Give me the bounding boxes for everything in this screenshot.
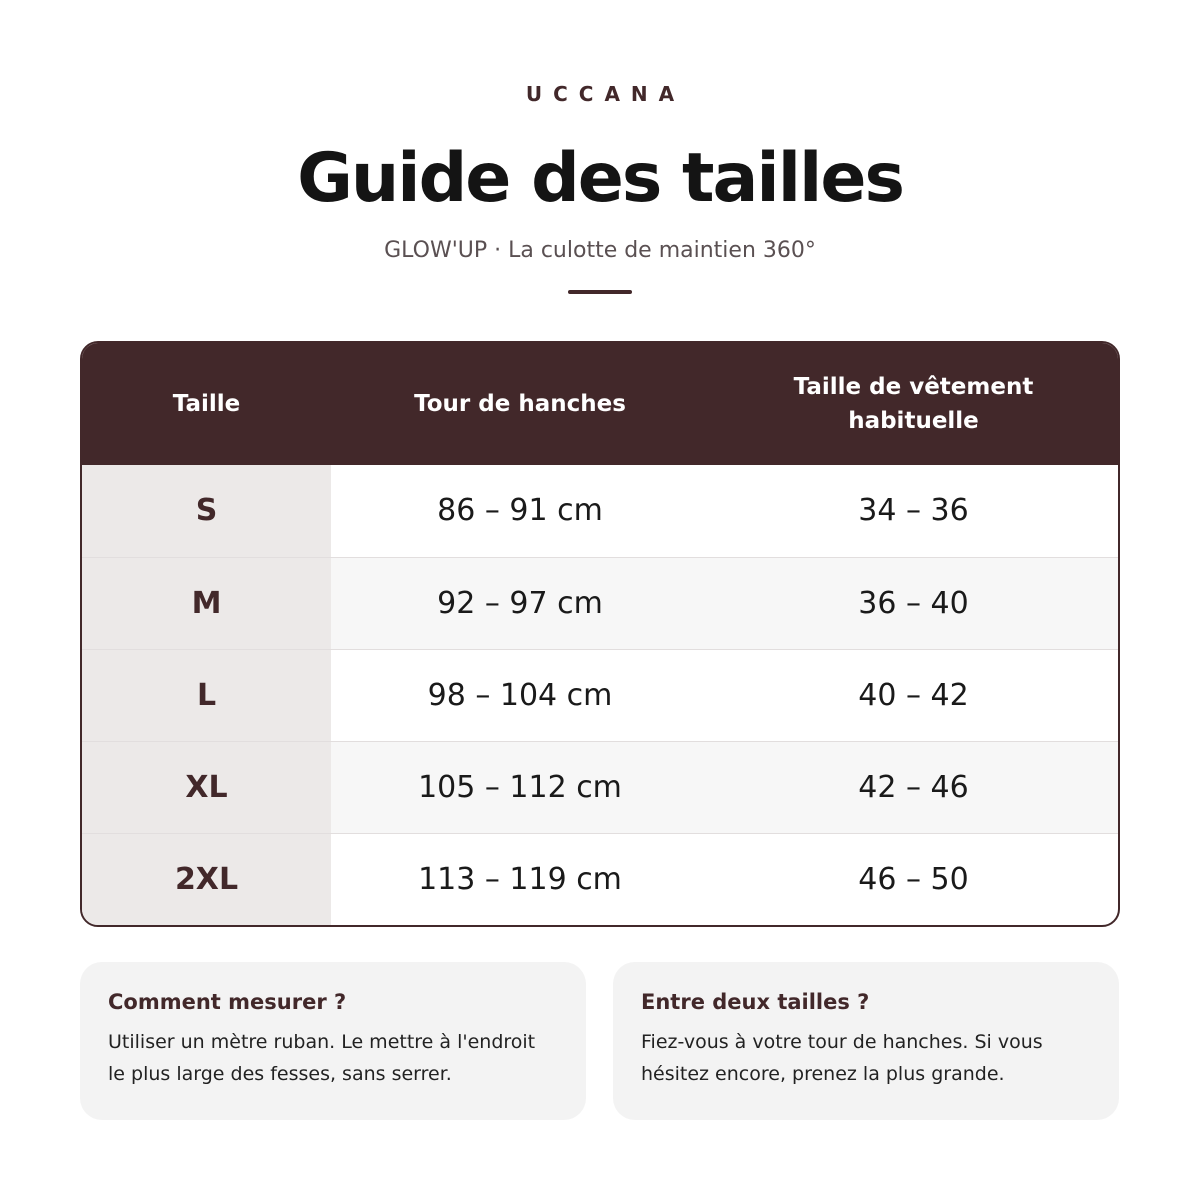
hips-cell: 98 – 104 cm [427,677,613,713]
table-row [82,465,1118,557]
note-title: Comment mesurer ? [108,990,347,1014]
usual-size-cell: 36 – 40 [709,557,1118,649]
hips-cell: 86 – 91 cm [437,493,603,529]
size-cell: M [82,557,331,649]
table-header-row [82,343,1118,465]
size-cell: 2XL [82,833,331,925]
note-between-sizes [613,962,1119,1120]
note-title: Entre deux tailles ? [641,990,870,1014]
table-row [82,649,1118,741]
size-cell: XL [82,741,331,833]
table-row [82,833,1118,925]
hips-cell: 113 – 119 cm [418,861,622,897]
column-header-hips: Tour de hanches [414,391,626,417]
brand-name: UCCANA [525,82,686,106]
hips-cell: 105 – 112 cm [331,741,709,833]
size-table [82,343,1118,925]
column-header-size: Taille [172,391,241,417]
size-table-card [80,341,1120,927]
size-cell: S [82,465,331,557]
note-text: Fiez-vous à votre tour de hanches. Si vous hésitez encore, prenez la plus grande. [641,1031,1043,1085]
note-how-to-measure [80,962,586,1120]
page-subtitle: GLOW'UP · La culotte de maintien 360° [384,238,816,263]
hips-cell: 92 – 97 cm [331,557,709,649]
column-header-usual-size: Taille de vêtement habituelle [793,374,1034,434]
usual-size-cell: 46 – 50 [858,861,969,897]
page-title: Guide des tailles [297,139,903,218]
size-cell: L [82,649,331,741]
title-divider [568,290,632,294]
table-row [82,741,1118,833]
usual-size-cell: 40 – 42 [858,677,969,713]
usual-size-cell: 42 – 46 [709,741,1118,833]
note-text: Utiliser un mètre ruban. Le mettre à l'endroit le plus large des fesses, sans serrer. [108,1031,536,1085]
table-row [82,557,1118,649]
usual-size-cell: 34 – 36 [858,493,969,529]
